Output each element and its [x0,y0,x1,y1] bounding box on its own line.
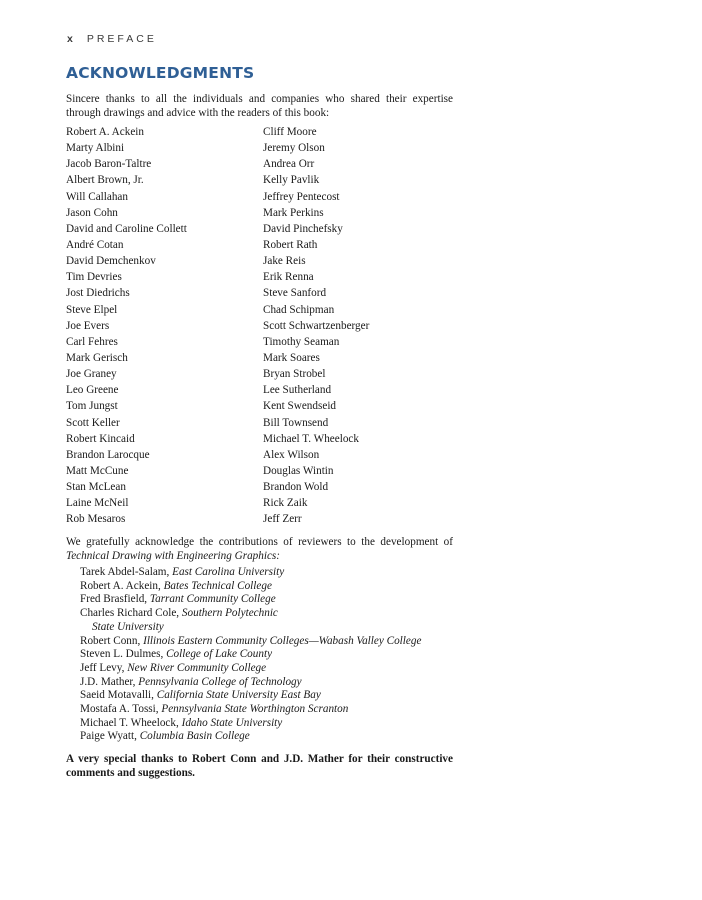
name-item: Jeffrey Pentecost [263,190,340,203]
name-item: Brandon Wold [263,481,329,494]
name-item: Jeremy Olson [263,142,325,155]
name-item: Laine McNeil [66,497,129,510]
reviewer-name: Mostafa A. Tossi, [80,703,159,716]
name-item: Mark Gerisch [66,351,128,364]
name-item: Jason Cohn [66,206,118,219]
reviewer-item-continuation [80,621,421,635]
name-item: Chad Schipman [263,303,335,316]
name-item: Lee Sutherland [263,384,332,397]
name-item: Bryan Strobel [263,368,326,381]
reviewer-item [80,717,421,731]
name-item: André Cotan [66,238,124,251]
name-item: Tom Jungst [66,400,118,413]
reviewer-name: Fred Brasfield, [80,593,148,606]
name-item: Matt McCune [66,464,129,477]
reviewer-item [80,593,421,607]
reviewer-school: New River Community College [127,661,267,674]
name-item: Mark Perkins [263,206,324,219]
name-item: Leo Greene [66,384,119,397]
reviewer-item [80,635,421,649]
names-column-2 [263,124,369,528]
name-item: Kent Swendseid [263,400,337,413]
reviewer-name: Steven L. Dulmes, [80,648,164,661]
name-item: David Pinchefsky [263,222,343,235]
name-item: David Demchenkov [66,255,156,268]
name-item: Robert A. Ackein [66,126,144,138]
name-item: Bill Townsend [263,416,329,429]
reviewer-item [80,566,421,580]
reviewer-school: California State University East Bay [156,689,321,702]
reviewer-item [80,676,421,690]
name-item: Michael T. Wheelock [263,432,359,445]
name-item: Douglas Wintin [263,464,334,477]
page-number: x [67,33,73,45]
reviewer-item [80,703,421,717]
page-title: ACKNOWLEDGMENTS [66,64,255,82]
reviewer-school: Illinois Eastern Community Colleges—Wabash Valley College [143,634,422,647]
special-thanks: A very special thanks to Robert Conn and J.D. Mather for their constructive comments and suggestions. [66,753,453,779]
names-column-1 [66,124,263,528]
reviewer-item [80,607,421,621]
reviewer-school: Idaho State University [181,716,283,729]
name-item: Robert Rath [263,238,318,251]
name-item: Erik Renna [263,271,314,284]
reviewer-list [80,566,421,744]
reviewer-name: Jeff Levy, [80,661,125,674]
name-item: Will Callahan [66,190,128,203]
name-item: Kelly Pavlik [263,174,320,187]
name-item: Scott Keller [66,416,120,429]
name-item: Steve Elpel [66,303,118,316]
reviewer-school: Pennsylvania College of Technology [138,675,302,688]
reviewer-school: East Carolina University [172,566,285,578]
reviewer-school: College of Lake County [166,648,273,661]
contributor-names [66,124,466,528]
name-item: Joe Evers [66,319,110,332]
running-header [67,33,157,45]
name-item: Cliff Moore [263,126,317,138]
name-item: Jost Diedrichs [66,287,130,300]
name-item: Mark Soares [263,351,320,364]
name-item: David and Caroline Collett [66,222,187,235]
reviewer-item [80,580,421,594]
name-item: Albert Brown, Jr. [66,174,144,187]
reviewer-school: Southern Polytechnic [181,607,278,620]
reviewer-item [80,689,421,703]
name-item: Jacob Baron-Taltre [66,158,152,171]
reviewer-name: Robert A. Ackein, [80,579,161,592]
intro-paragraph: Sincere thanks to all the individuals and companies who shared their expertise through drawings and advice with the readers of this book: [66,93,453,119]
reviewer-name: Michael T. Wheelock, [80,716,179,729]
book-title: Technical Drawing with Engineering Graphics: [66,550,281,562]
section-name: PREFACE [86,33,157,45]
reviewer-item [80,648,421,662]
reviewer-name: J.D. Mather, [80,675,136,688]
reviewer-school: Tarrant Community College [149,593,276,606]
name-item: Jake Reis [263,255,306,268]
name-item: Brandon Larocque [66,448,150,461]
name-item: Scott Schwartzenberger [263,319,370,332]
reviewer-school: Pennsylvania State Worthington Scranton [161,703,349,716]
name-item: Stan McLean [66,481,126,494]
reviewers-intro-paragraph [66,535,453,563]
reviewer-name: Tarek Abdel-Salam, [80,566,170,578]
name-item: Timothy Seaman [263,335,340,348]
name-item: Steve Sanford [263,287,327,300]
name-item: Rick Zaik [263,497,308,510]
name-item: Robert Kincaid [66,432,135,445]
name-item: Marty Albini [66,142,125,155]
reviewer-item [80,662,421,676]
name-item: Andrea Orr [263,158,315,171]
name-item: Rob Mesaros [66,513,126,526]
name-item: Jeff Zerr [263,513,302,526]
name-item: Alex Wilson [263,448,320,461]
reviewer-school: Columbia Basin College [139,730,250,743]
reviewer-name: Charles Richard Cole, [80,607,180,620]
reviewer-name: Paige Wyatt, [80,730,137,743]
reviewer-school: Bates Technical College [163,579,272,592]
name-item: Tim Devries [66,271,122,284]
reviewer-name: Saeid Motavalli, [80,689,154,702]
reviewers-intro-text: We gratefully acknowledge the contributions of reviewers to the development of [66,536,453,548]
reviewer-item [80,730,421,744]
name-item: Carl Fehres [66,335,118,348]
reviewer-name: Robert Conn, [80,634,141,647]
reviewer-school-continued: State University [92,620,164,633]
name-item: Joe Graney [66,368,117,381]
